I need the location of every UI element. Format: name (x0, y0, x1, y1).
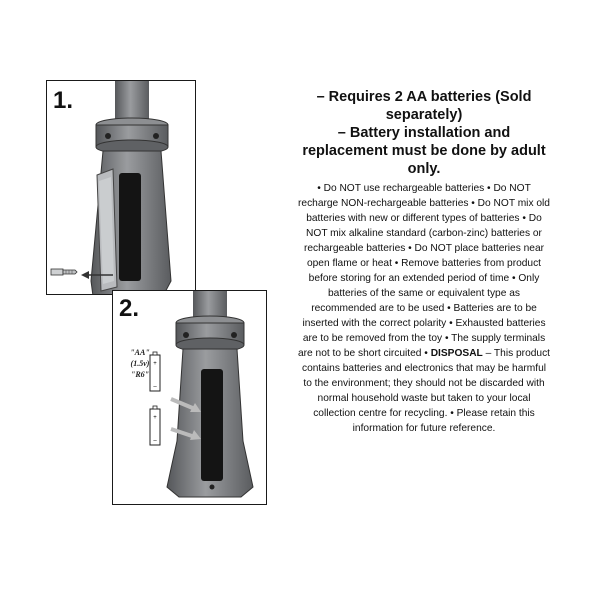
disposal-text: – This product contains batteries and electronics that may be harmful to the environment; they should not be discarded with normal household waste but taken to your local collection centre for recycling. • Please retain this information for future reference. (301, 348, 550, 434)
aa-battery-icon (150, 406, 160, 445)
battery-info-block (298, 88, 550, 436)
battery-compartment (119, 173, 141, 281)
step-2-illustration (112, 290, 267, 505)
disposal-label: DISPOSAL (430, 348, 483, 359)
battery-voltage-text: (1.5v) (130, 359, 150, 368)
svg-text:–: – (153, 438, 157, 444)
battery-size-text: "AA" (130, 348, 150, 357)
battery-type-label (125, 347, 155, 380)
step-2-number: 2. (119, 295, 140, 322)
warnings-text: • Do NOT use rechargeable batteries • Do NOT recharge NON-rechargeable batteries • Do NOT mix old batteries with new or different types of batteries • Do NOT mix alkaline standard (carbon-zinc) batteries or rechargeable batteries • Do NOT place batteries near open flame or heat • Remove batteries from product before storing for an extended period of time • Only batteries of the same or equivalent type as recommended are to be used • Batteries are to be inserted with the correct polarity • Exhausted batteries are to be removed from the toy • The supply terminals are not to be short circuited • (298, 183, 550, 359)
screw-icon (51, 269, 77, 275)
adult-only-heading: – Battery installation and replacement must be done by adult only. (302, 125, 546, 177)
battery-code-text: "R6" (130, 370, 150, 379)
safety-warnings (298, 181, 550, 436)
step-1-illustration (46, 80, 196, 295)
handle-insert-batteries-drawing (113, 291, 267, 505)
requires-batteries-heading: – Requires 2 AA batteries (Sold separately) (316, 89, 532, 123)
svg-text:+: + (153, 361, 157, 367)
step-1-number: 1. (53, 87, 74, 114)
svg-text:+: + (153, 415, 157, 421)
battery-compartment (201, 369, 223, 481)
svg-text:–: – (153, 384, 157, 390)
